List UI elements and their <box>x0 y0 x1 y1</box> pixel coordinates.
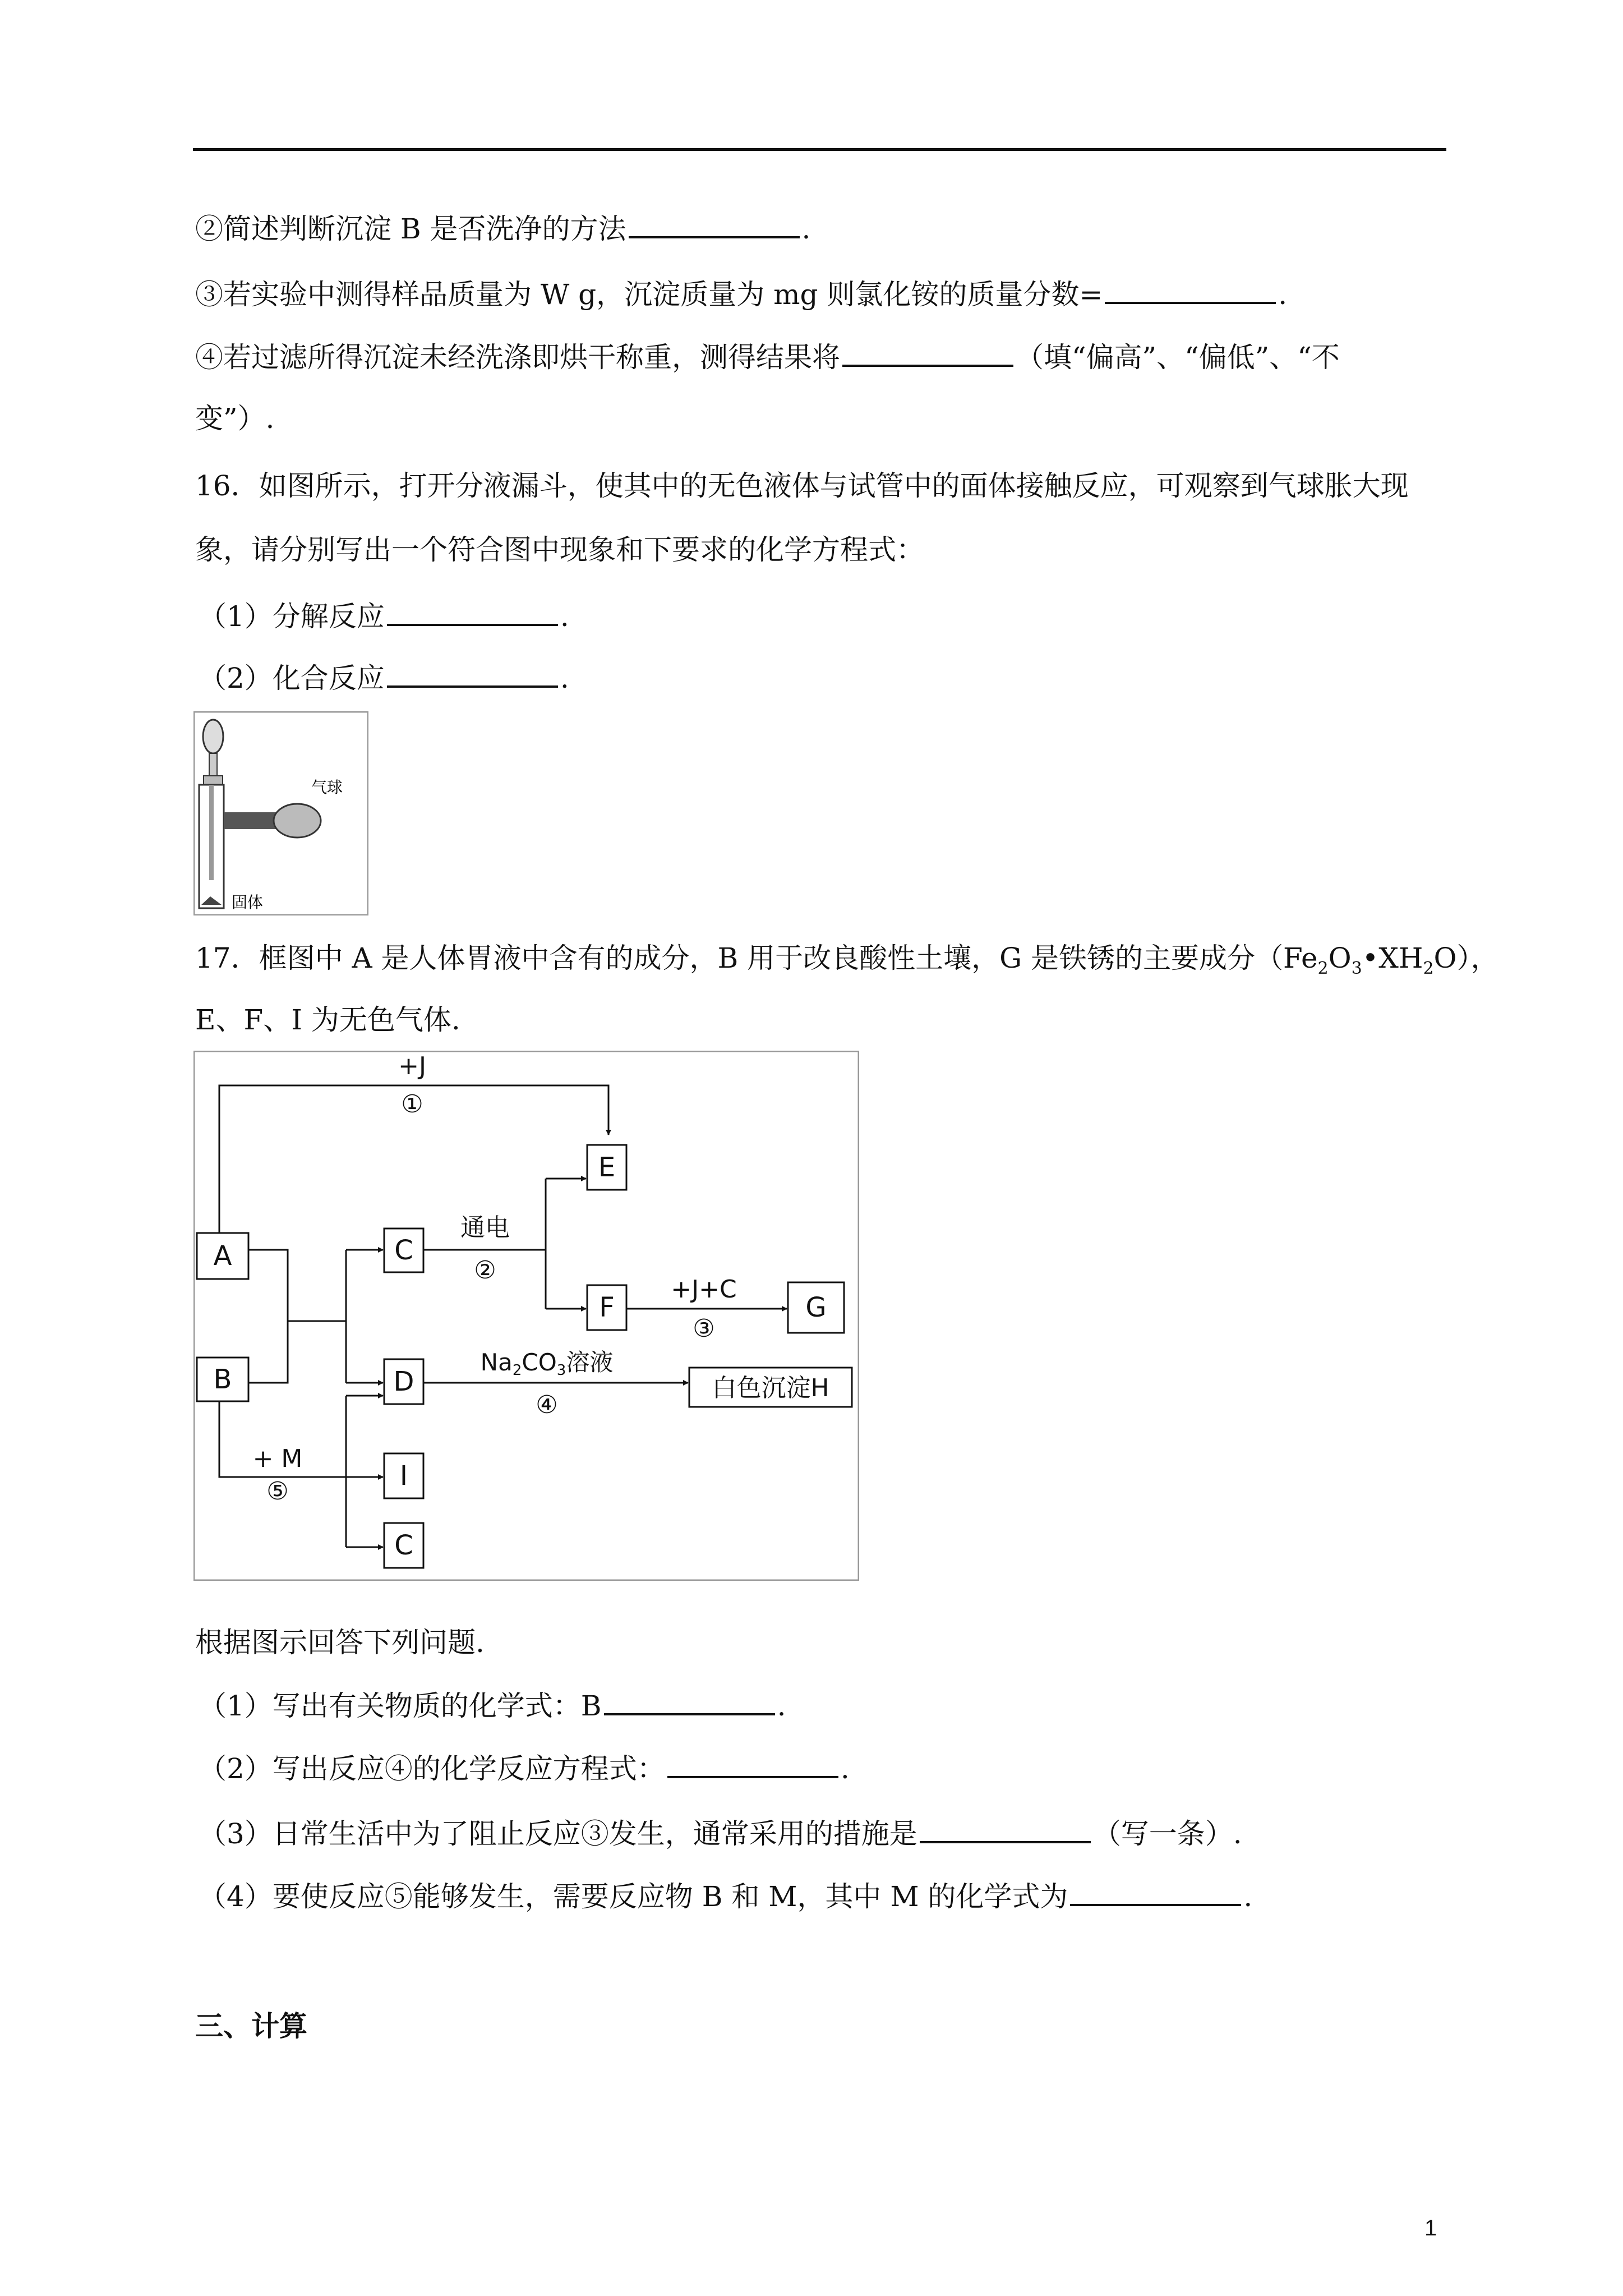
box-I: I <box>399 1460 408 1492</box>
r4-number: ④ <box>536 1391 558 1419</box>
q17-part3: （3）日常生活中为了阻止反应③发生，通常采用的措施是 （写一条）. <box>199 1815 1242 1852</box>
answer-blank[interactable] <box>920 1815 1091 1843</box>
r1-label: +J <box>398 1052 426 1080</box>
r4-label: Na2CO3溶液 <box>480 1349 614 1379</box>
box-C: C <box>394 1235 413 1266</box>
r1-number: ① <box>401 1090 423 1119</box>
q15-part4-cont: 变”）. <box>195 402 275 435</box>
q17-part2: （2）写出反应④的化学反应方程式： . <box>199 1750 850 1787</box>
r5-label: + M <box>252 1444 303 1473</box>
box-H: 白色沉淀H <box>712 1374 829 1402</box>
page-number: 1 <box>1424 2216 1437 2240</box>
answer-blank[interactable] <box>387 660 558 688</box>
answer-blank[interactable] <box>667 1750 838 1778</box>
q16-part1: （1）分解反应 . <box>199 598 569 634</box>
box-G: G <box>805 1292 827 1323</box>
box-F: F <box>599 1292 615 1323</box>
answer-blank[interactable] <box>604 1687 775 1715</box>
q16-text: 16．如图所示，打开分液漏斗，使其中的无色液体与试管中的面体接触反应，可观察到气球胀大现 <box>195 470 1409 502</box>
q17-part1: （1）写出有关物质的化学式：B . <box>199 1687 786 1724</box>
box-E: E <box>598 1152 616 1183</box>
q17-text-cont: E、F、I 为无色气体. <box>195 1004 460 1036</box>
answer-blank[interactable] <box>387 598 558 626</box>
q16-text-cont: 象，请分别写出一个符合图中现象和下要求的化学方程式： <box>195 533 924 566</box>
solid-label: 固体 <box>232 893 264 912</box>
answer-blank[interactable] <box>1105 276 1276 304</box>
r2-number: ② <box>474 1256 496 1285</box>
box-C-lower: C <box>394 1530 413 1561</box>
box-B: B <box>213 1364 232 1395</box>
q15-part2: ②简述判断沉淀 B 是否洗净的方法 . <box>195 210 810 247</box>
q16-part2: （2）化合反应 . <box>199 660 569 696</box>
apparatus-figure <box>193 711 368 915</box>
q15-part4: ④若过滤所得沉淀未经洗涤即烘干称重，测得结果将 （填“偏高”、“偏低”、“不 <box>195 339 1340 375</box>
q17-intro: 根据图示回答下列问题. <box>195 1626 485 1659</box>
section-heading: 三、计算 <box>195 2010 307 2042</box>
box-A: A <box>213 1240 232 1272</box>
r2-label: 通电 <box>460 1213 510 1242</box>
r3-label: +J+C <box>671 1275 737 1304</box>
header-rule <box>193 148 1446 151</box>
answer-blank[interactable] <box>629 210 800 238</box>
r3-number: ③ <box>693 1314 715 1343</box>
box-D: D <box>393 1366 414 1397</box>
q17-text: 17．框图中 A 是人体胃液中含有的成分，B 用于改良酸性土壤，G 是铁锈的主要成分$(Fe_2O_3•XH_2O)$， <box>195 942 1499 978</box>
answer-blank[interactable] <box>842 339 1013 367</box>
flowchart-figure <box>193 1051 859 1581</box>
balloon-label: 气球 <box>311 778 343 797</box>
q15-part3: ③若实验中测得样品质量为 W g，沉淀质量为 mg 则氯化铵的质量分数= . <box>195 276 1287 312</box>
r5-number: ⑤ <box>266 1477 289 1506</box>
q17-part4: （4）要使反应⑤能够发生，需要反应物 B 和 M，其中 M 的化学式为 . <box>199 1878 1252 1915</box>
answer-blank[interactable] <box>1070 1878 1241 1906</box>
